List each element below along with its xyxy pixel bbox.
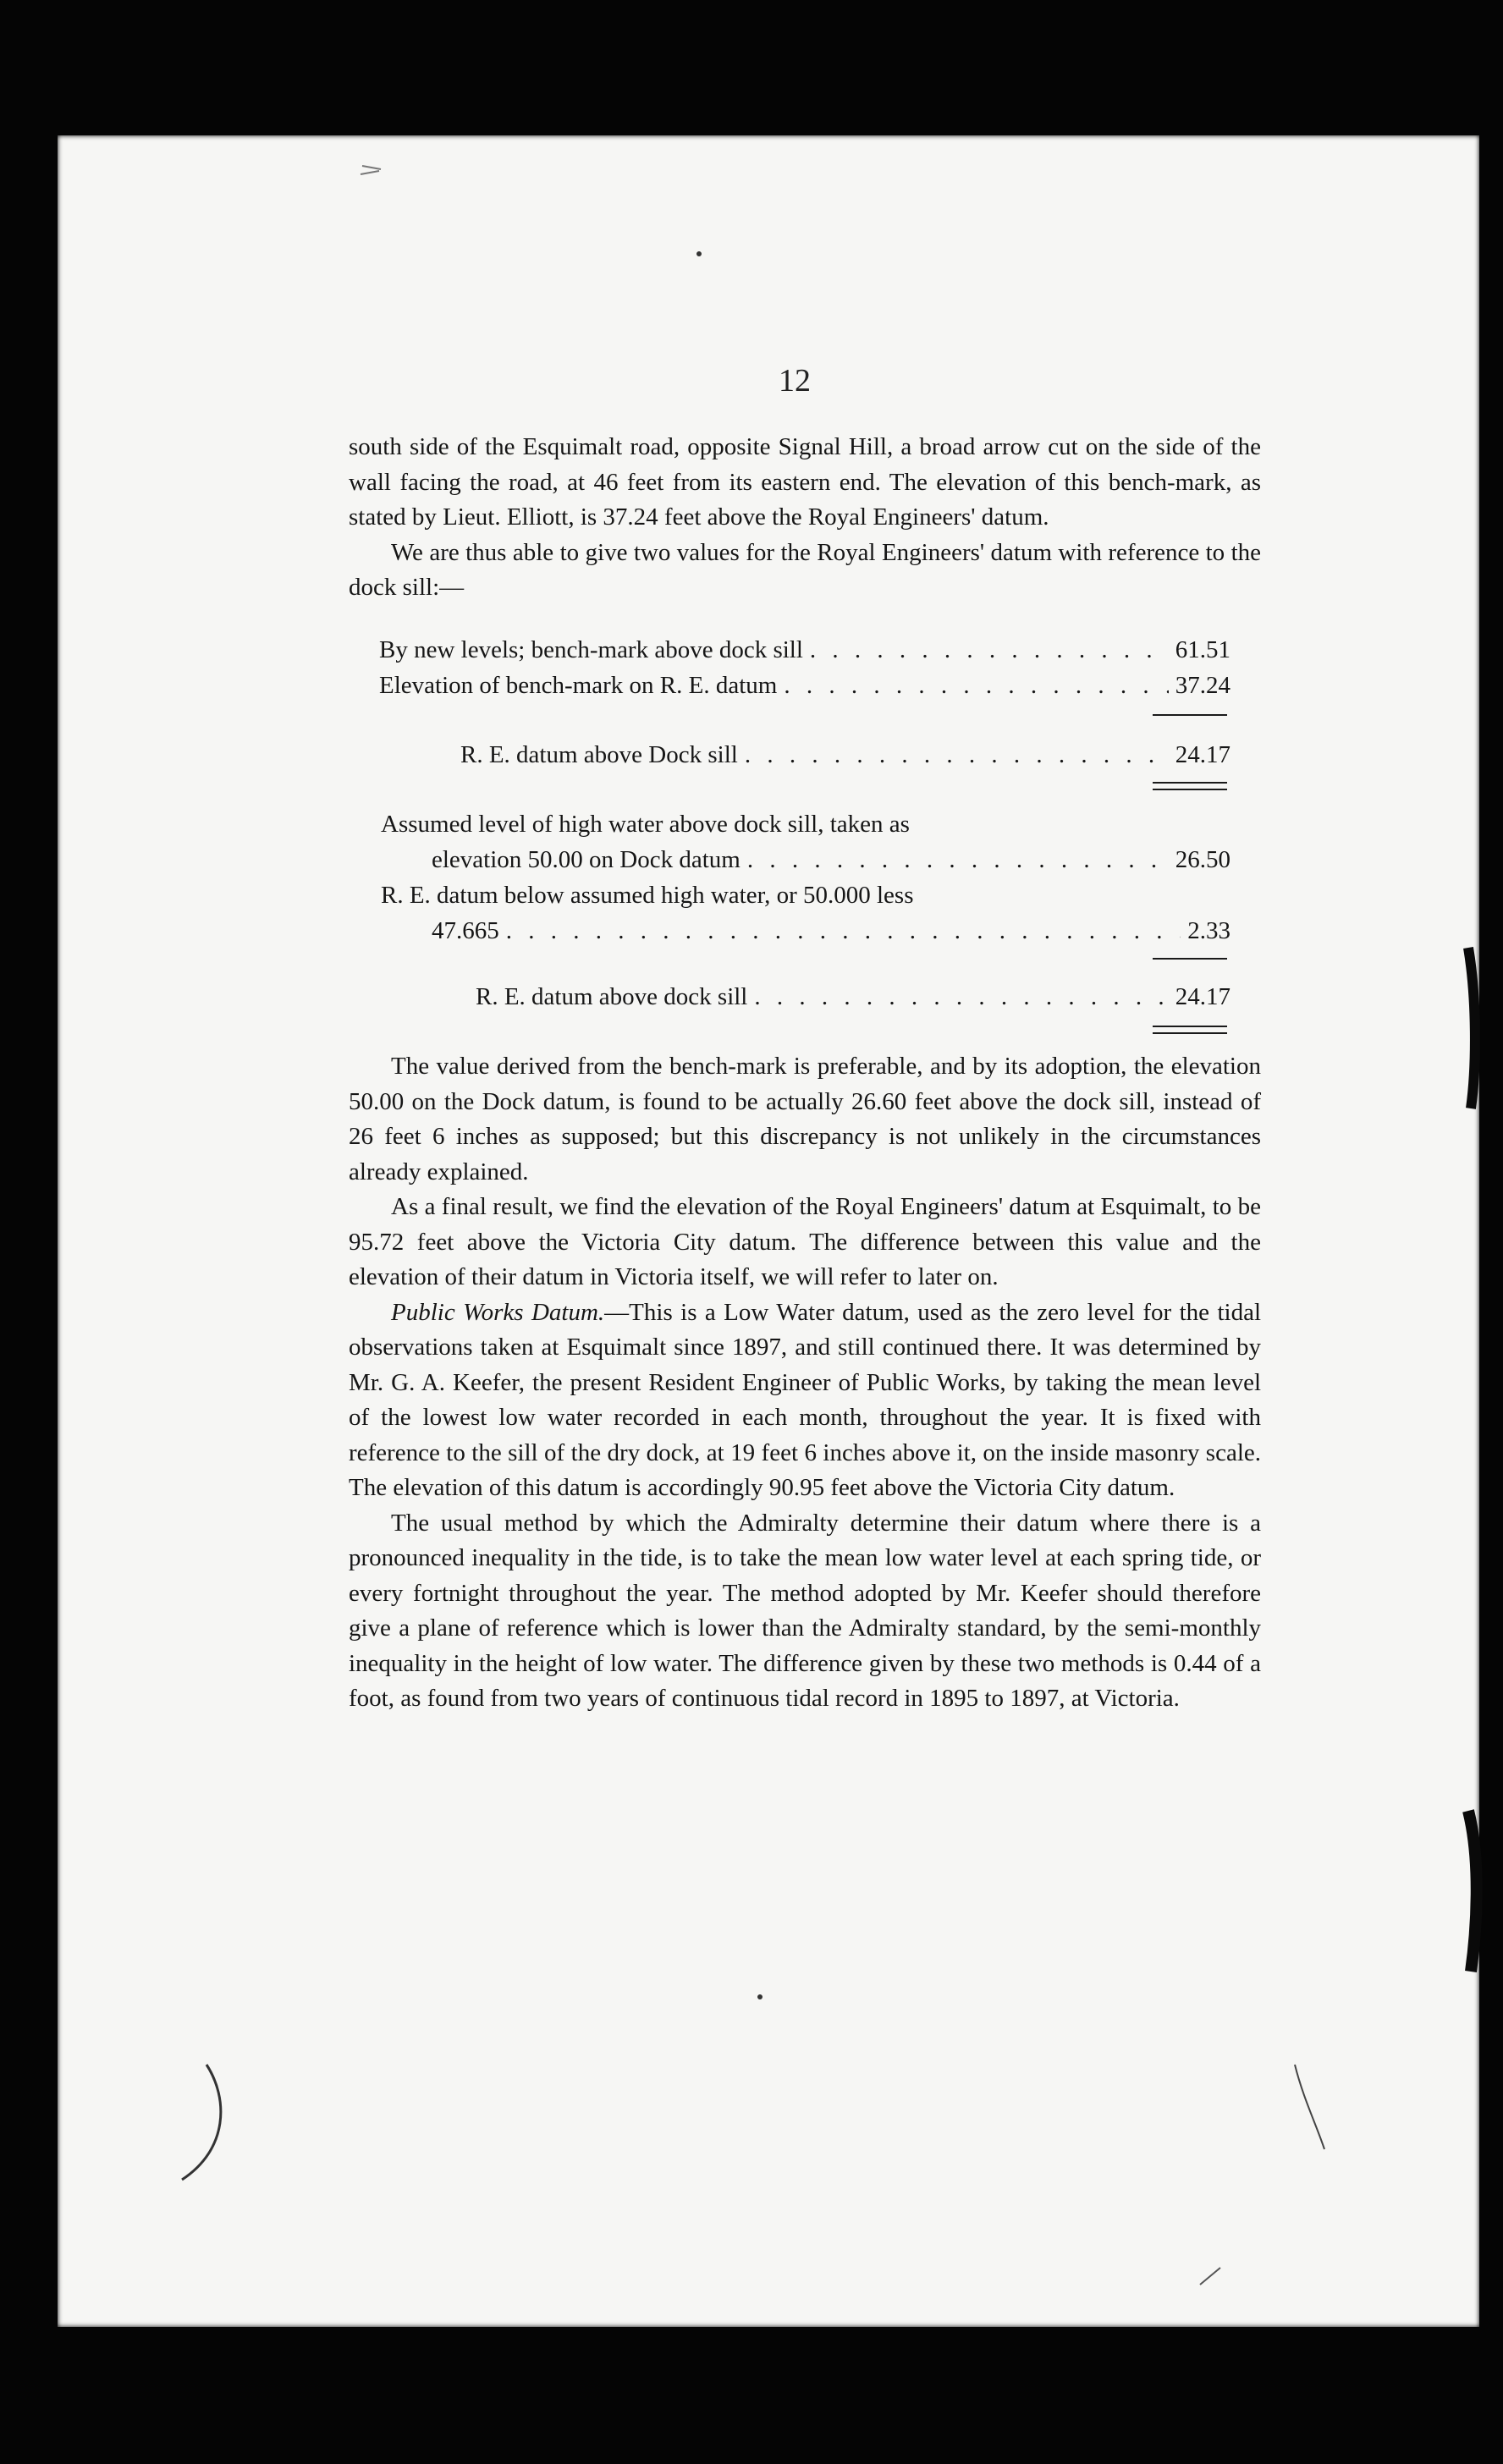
body-text-bottom — [349, 1049, 1261, 1717]
double-rule-top — [1153, 782, 1227, 784]
row-label: Assumed level of high water above dock sill, taken as — [381, 811, 910, 838]
row-value: 24.17 — [1175, 983, 1230, 1010]
leader-dots — [810, 636, 1169, 664]
paragraph-5-body: —This is a Low Water datum, used as the zero level for the tidal observations taken at Esquimalt since 1897, and still continued there. It was determined by Mr. G. A. Keefer, the present Resident Engineer of Public Works, by taking the mean level of the lowest low water recorded in each month, throughout the year. It is fixed with reference to the sill of the dry dock, at 19 feet 6 inches above it, on the inside masonry scale. The elevation of this datum is accordingly 90.95 feet above the Victoria City datum. — [349, 1298, 1261, 1501]
paragraph-3: The value derived from the bench-mark is preferable, and by its adoption, the elevation 50.00 on the Dock datum, is found to be actually 26.60 feet above the dock sill, instead of 26 feet 6 inches as supposed; but this discrepancy is not unlikely in the circumstances already explained. — [349, 1053, 1261, 1185]
sum-rule — [1153, 958, 1227, 960]
double-rule-bottom — [1153, 789, 1227, 790]
page-number: 12 — [779, 363, 811, 399]
paragraph-5-heading: Public Works Datum. — [391, 1298, 605, 1326]
leader-dots — [747, 846, 1169, 874]
paragraph-1: south side of the Esquimalt road, opposite Signal Hill, a broad arrow cut on the side of the wall facing the road, at 46 feet from its eastern end. The elevation of this bench-mark, as stated by Lieut. Elliott, is 37.24 feet above the Royal Engineers' datum. — [349, 433, 1261, 531]
row-value: 26.50 — [1175, 846, 1230, 873]
body-text-top — [349, 430, 1261, 606]
row-value: 2.33 — [1187, 917, 1230, 944]
row-label: elevation 50.00 on Dock datum — [432, 846, 740, 873]
row-value: 24.17 — [1175, 741, 1230, 768]
paragraph-4: As a final result, we find the elevation of the Royal Engineers' datum at Esquimalt, to be 95.72 feet above the Victoria City datum. The difference between this value and the elevation of their datum in Victoria itself, we will refer to later on. — [349, 1193, 1261, 1290]
paragraph-6: The usual method by which the Admiralty determine their datum where there is a pronounced inequality in the tide, is to take the mean low water level at each spring tide, or every fortnight throughout the year. The method adopted by Mr. Keefer should therefore give a plane of reference which is lower than the Admiralty standard, by the semi-monthly inequality in the height of low water. The difference given by these two methods is 0.44 of a foot, as found from two years of continuous tidal record in 1895 to 1897, at Victoria. — [349, 1509, 1261, 1712]
table-1-row-1 — [379, 636, 1230, 664]
table-2-row-2-line-1 — [381, 882, 1142, 910]
leader-dots — [784, 672, 1168, 700]
double-rule-top — [1153, 1026, 1227, 1027]
leader-dots — [745, 741, 1169, 769]
table-2-row-1-line-2 — [432, 846, 1230, 874]
table-2-total — [476, 983, 1230, 1011]
row-label: By new levels; bench-mark above dock sill — [379, 636, 803, 663]
row-label: R. E. datum below assumed high water, or 50.000 less — [381, 882, 914, 909]
row-label: R. E. datum above dock sill — [476, 983, 748, 1010]
paragraph-5 — [349, 1295, 1261, 1506]
row-value: 37.24 — [1175, 672, 1230, 699]
table-1-row-2 — [379, 672, 1230, 700]
table-2-row-2-line-2 — [432, 917, 1230, 945]
leader-dots — [754, 983, 1168, 1011]
leader-dots — [506, 917, 1181, 945]
double-rule-bottom — [1153, 1032, 1227, 1034]
row-label: R. E. datum above Dock sill — [460, 741, 738, 768]
table-1-total — [460, 741, 1230, 769]
table-2-row-1-line-1 — [381, 811, 1142, 839]
paragraph-2: We are thus able to give two values for the Royal Engineers' datum with reference to the dock sill:— — [349, 538, 1261, 601]
sum-rule — [1153, 714, 1227, 716]
row-label: 47.665 — [432, 917, 499, 944]
row-label: Elevation of bench-mark on R. E. datum — [379, 672, 778, 699]
row-value: 61.51 — [1175, 636, 1230, 663]
